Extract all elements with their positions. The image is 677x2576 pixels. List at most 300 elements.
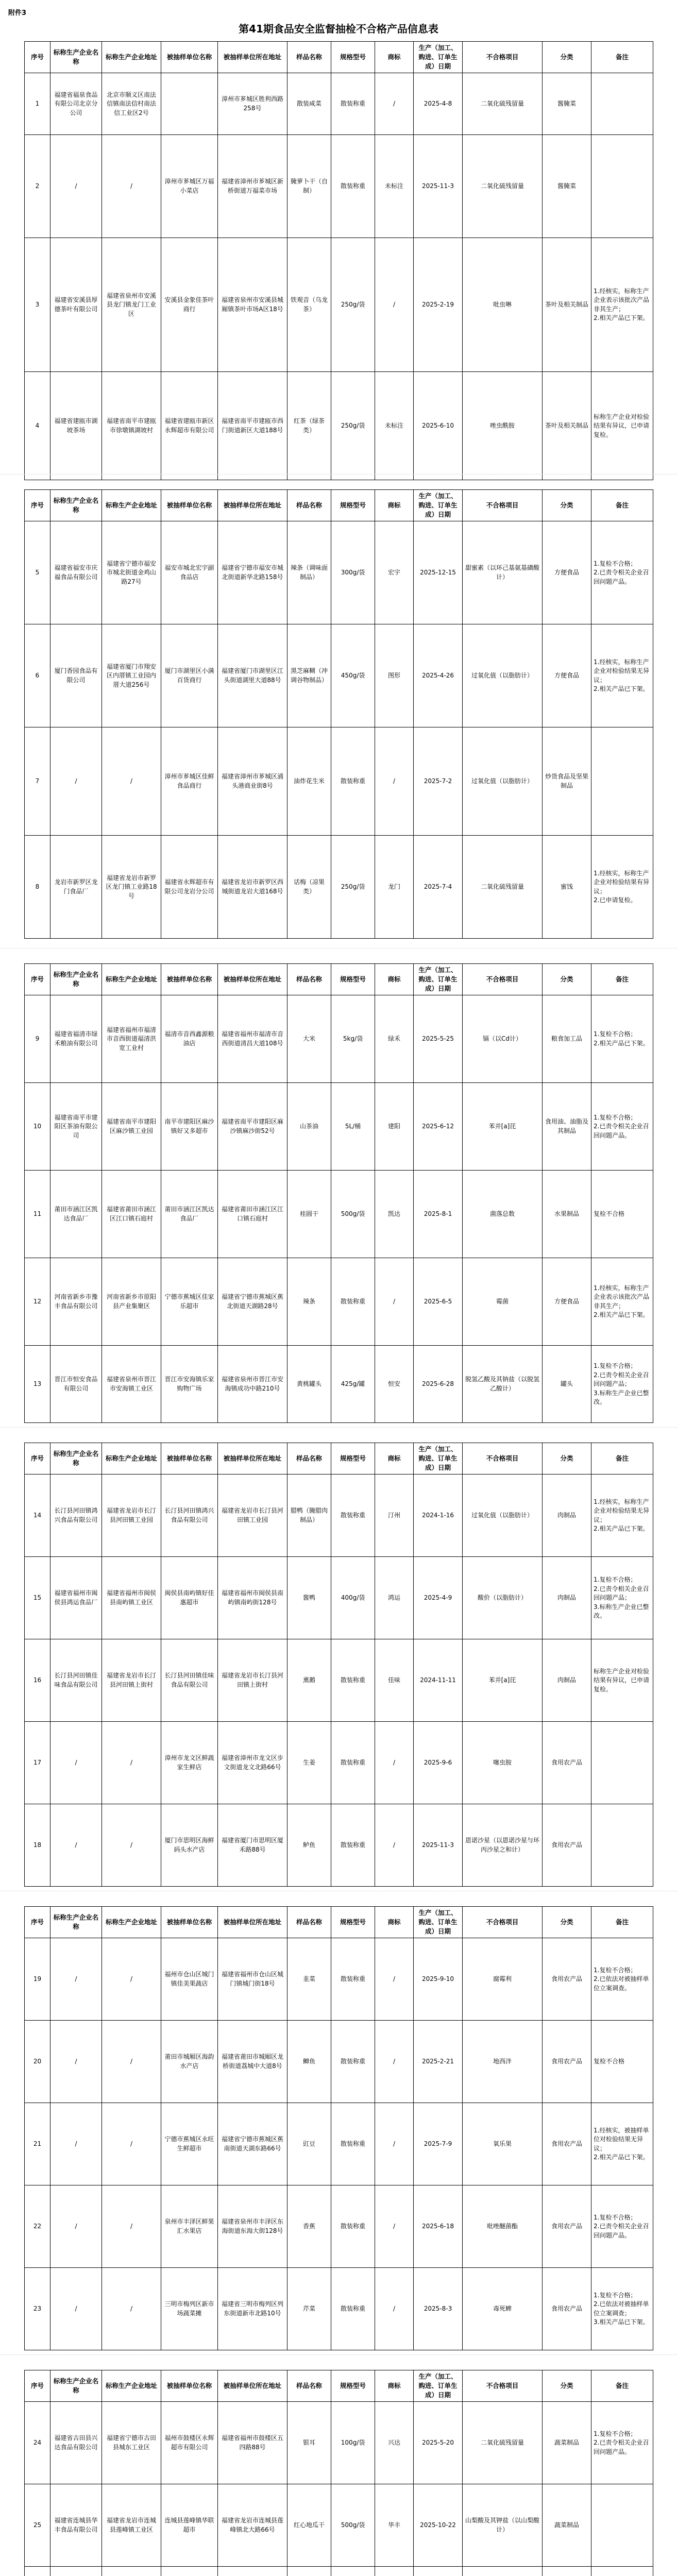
cell-name: 铁观音（乌龙茶） <box>287 238 331 372</box>
column-header: 不合格项目 <box>463 1907 543 1938</box>
cell-brand: 绿禾 <box>375 995 414 1083</box>
cell-unit-addr: 福建省莆田市涵江区江口镇石庭村 <box>218 1171 287 1258</box>
column-header: 序号 <box>25 964 50 995</box>
cell-date: 2025-6-5 <box>414 1258 463 1346</box>
cell-mfr: 福建省福州市闽侯县鸿运食品厂 <box>50 1557 102 1639</box>
cell-name: 散装咸菜 <box>287 73 331 135</box>
cell-cat: 茶叶及相关制品 <box>543 238 591 372</box>
cell-date: 2025-9-10 <box>414 1938 463 2021</box>
cell-mfr-addr: 福建省南平市建瓯市徐墩镇湖坡村 <box>102 372 161 480</box>
cell-item: 镉（以Cd计） <box>463 995 543 1083</box>
cell-item: 吡虫啉 <box>463 238 543 372</box>
column-header: 样品名称 <box>287 2370 331 2402</box>
cell-note <box>591 2484 653 2567</box>
cell-spec: 500g/袋 <box>331 1171 375 1258</box>
cell-name: 熏鹅 <box>287 1639 331 1722</box>
table-row <box>25 836 653 939</box>
column-header: 被抽样单位名称 <box>161 1443 218 1475</box>
column-header: 标称生产企业名称 <box>50 490 102 521</box>
cell-cat: 食用农产品 <box>543 1722 591 1804</box>
cell-note: 1.复检不合格； 2.已责令相关企业召回问题产品。 <box>591 1083 653 1171</box>
cell-date: 2025-2-19 <box>414 238 463 372</box>
cell-item: 甜蜜素（以环己基氨基磺酸计） <box>463 521 543 624</box>
cell-name: 银耳 <box>287 2402 331 2484</box>
cell-unit: 福安市城北宏宇副食品店 <box>161 521 218 624</box>
table-header-row <box>25 490 653 521</box>
cell-unit-addr: 福建省福州市福清市音西街道清昌大道108号 <box>218 995 287 1083</box>
cell-note <box>591 727 653 836</box>
column-header: 规格型号 <box>331 490 375 521</box>
cell-mfr-addr: 福建省福州市闽侯县南屿镇工业区 <box>102 1557 161 1639</box>
table-row <box>25 1171 653 1258</box>
cell-no: 3 <box>25 238 50 372</box>
column-header: 备注 <box>591 42 653 73</box>
column-header: 被抽样单位所在地址 <box>218 1907 287 1938</box>
cell-mfr-addr: / <box>102 2021 161 2103</box>
column-header: 商标 <box>375 42 414 73</box>
cell-mfr: 长汀县河田镇佳味食品有限公司 <box>50 1639 102 1722</box>
cell-mfr-addr: 福建省龙岩市新罗区龙门镇工业路18号 <box>102 836 161 939</box>
cell-unit: 晋江市安海镇乐家购物广场 <box>161 1346 218 1423</box>
cell-mfr-addr: / <box>102 2103 161 2185</box>
column-header: 不合格项目 <box>463 964 543 995</box>
cell-mfr-addr: 北京市顺义区南法信镇南法信村南法信工业区2号 <box>102 73 161 135</box>
cell-item: 菌落总数 <box>463 1171 543 1258</box>
cell-brand: / <box>375 2103 414 2185</box>
column-header: 标称生产企业名称 <box>50 2370 102 2402</box>
cell-mfr: / <box>50 135 102 238</box>
cell-date: 2025-6-10 <box>414 372 463 480</box>
nonconforming-products-table-page-2 <box>24 489 653 939</box>
cell-mfr-addr: 福建省南平市建阳区麻沙镇工业园 <box>102 1083 161 1171</box>
cell-unit-addr: 福建省福州市闽侯县南屿镇南屿街128号 <box>218 1557 287 1639</box>
cell-no: 14 <box>25 1475 50 1557</box>
cell-mfr-addr: 福建省福州市福清市音西街道福清洪宽工业村 <box>102 995 161 1083</box>
cell-unit: 长汀县河田镇佳味食品有限公司 <box>161 1639 218 1722</box>
cell-spec: 300g/袋 <box>331 521 375 624</box>
cell-note: 1.经核实，标称生产企业对检验结果无异议； 2.相关产品已下架。 <box>591 624 653 727</box>
cell-spec: 250g/袋 <box>331 372 375 480</box>
cell-note: 1.复检不合格； 2.相关产品已下架。 <box>591 995 653 1083</box>
cell-mfr-addr: / <box>102 2268 161 2350</box>
cell-unit: 三明市梅列区新市场蔬菜摊 <box>161 2268 218 2350</box>
cell-name <box>287 2567 331 2576</box>
cell-spec: 5L/桶 <box>331 1083 375 1171</box>
cell-cat: 食用农产品 <box>543 2268 591 2350</box>
cell-unit-addr: 福建省厦门市思明区厦禾路88号 <box>218 1804 287 1887</box>
cell-date: 2025-5-25 <box>414 995 463 1083</box>
cell-name: 豇豆 <box>287 2103 331 2185</box>
nonconforming-products-table-page-4 <box>24 1443 653 1887</box>
cell-note: 1.复检不合格； 2.已责令相关企业召回问题产品； 3.标称生产企业已整改。 <box>591 1557 653 1639</box>
cell-unit-addr: 福建省厦门市湖里区江头街道湖里大道88号 <box>218 624 287 727</box>
column-header: 标称生产企业地址 <box>102 490 161 521</box>
cell-mfr: / <box>50 2103 102 2185</box>
cell-unit: 厦门市思明区海鲜码头水产店 <box>161 1804 218 1887</box>
column-header: 分类 <box>543 1443 591 1475</box>
cell-no: 5 <box>25 521 50 624</box>
cell-unit-addr: 福建省龙岩市连城县莲峰镇北大路66号 <box>218 2484 287 2567</box>
cell-brand: / <box>375 2021 414 2103</box>
column-header: 被抽样单位名称 <box>161 964 218 995</box>
cell-unit: 厦门市湖里区小满百货商行 <box>161 624 218 727</box>
cell-date: 2025-7-2 <box>414 727 463 836</box>
table-header-row <box>25 964 653 995</box>
cell-mfr-addr: 河南省新乡市原阳县产业集聚区 <box>102 1258 161 1346</box>
cell-brand: 图形 <box>375 624 414 727</box>
cell-no: 21 <box>25 2103 50 2185</box>
cell-mfr: 莆田市涵江区凯达食品厂 <box>50 1171 102 1258</box>
cell-brand: / <box>375 238 414 372</box>
table-row <box>25 1804 653 1887</box>
cell-unit-addr: 福建省龙岩市长汀县河田镇上街村 <box>218 1639 287 1722</box>
column-header: 样品名称 <box>287 1907 331 1938</box>
column-header: 样品名称 <box>287 964 331 995</box>
cell-brand <box>375 2567 414 2576</box>
cell-unit-addr: 福建省莆田市城厢区龙桥街道荔城中大道8号 <box>218 2021 287 2103</box>
cell-cat: 茶叶及相关制品 <box>543 372 591 480</box>
page-break <box>0 948 677 949</box>
cell-unit: 连城县莲峰镇华联超市 <box>161 2484 218 2567</box>
cell-unit-addr: 福建省泉州市丰泽区东海街道东海大街128号 <box>218 2185 287 2268</box>
cell-unit-addr <box>218 2567 287 2576</box>
table-row <box>25 1938 653 2021</box>
cell-mfr: 福建省安溪县厚德茶叶有限公司 <box>50 238 102 372</box>
cell-spec: 散装称重 <box>331 1938 375 2021</box>
cell-item: 恩诺沙星（以恩诺沙星与环丙沙星之和计） <box>463 1804 543 1887</box>
column-header: 规格型号 <box>331 2370 375 2402</box>
cell-brand: 鸿运 <box>375 1557 414 1639</box>
column-header: 被抽样单位所在地址 <box>218 42 287 73</box>
cell-spec: 250g/袋 <box>331 238 375 372</box>
cell-brand: / <box>375 1938 414 2021</box>
cell-date: 2025-6-12 <box>414 1083 463 1171</box>
column-header: 备注 <box>591 1907 653 1938</box>
cell-unit <box>161 73 218 135</box>
cell-date: 2025-11-3 <box>414 135 463 238</box>
column-header: 样品名称 <box>287 490 331 521</box>
cell-name: 韭菜 <box>287 1938 331 2021</box>
cell-name: 红茶（绿茶类） <box>287 372 331 480</box>
cell-no: 23 <box>25 2268 50 2350</box>
cell-mfr-addr: 福建省泉州市晋江市安海镇工业区 <box>102 1346 161 1423</box>
table-row <box>25 995 653 1083</box>
cell-item: 霉菌 <box>463 1258 543 1346</box>
cell-name: 大米 <box>287 995 331 1083</box>
cell-spec: 100g/袋 <box>331 2402 375 2484</box>
cell-brand: 兴达 <box>375 2402 414 2484</box>
cell-cat: 食用农产品 <box>543 1938 591 2021</box>
cell-spec: 散装称重 <box>331 2268 375 2350</box>
cell-cat: 水果制品 <box>543 1171 591 1258</box>
cell-unit: 莆田市城厢区海韵水产店 <box>161 2021 218 2103</box>
cell-no: 2 <box>25 135 50 238</box>
cell-unit: 宁德市蕉城区佳家乐超市 <box>161 1258 218 1346</box>
cell-name: 鲈鱼 <box>287 1804 331 1887</box>
cell-unit: 福州市鼓楼区永辉超市有限公司 <box>161 2402 218 2484</box>
cell-mfr-addr: 福建省宁德市福安市城北街道金鸡山路27号 <box>102 521 161 624</box>
page-break <box>0 474 677 475</box>
table-row <box>25 2103 653 2185</box>
cell-mfr-addr: 福建省龙岩市长汀县河田镇上街村 <box>102 1639 161 1722</box>
cell-date: 2025-7-4 <box>414 836 463 939</box>
cell-cat: 食用农产品 <box>543 1804 591 1887</box>
column-header: 不合格项目 <box>463 2370 543 2402</box>
cell-item: 过氧化值（以脂肪计） <box>463 624 543 727</box>
column-header: 规格型号 <box>331 964 375 995</box>
column-header: 生产（加工、购进、订单生成）日期 <box>414 1907 463 1938</box>
cell-unit: 长汀县河田镇鸿兴食品有限公司 <box>161 1475 218 1557</box>
cell-name: 酱鸭 <box>287 1557 331 1639</box>
table-row <box>25 1346 653 1423</box>
column-header: 被抽样单位名称 <box>161 1907 218 1938</box>
cell-brand: / <box>375 727 414 836</box>
cell-note: 1.复检不合格； 2.已依法对被抽样单位立案调查； 3.相关产品已下架。 <box>591 2268 653 2350</box>
table-row <box>25 1475 653 1557</box>
cell-date: 2025-4-26 <box>414 624 463 727</box>
page-break <box>0 1891 677 1892</box>
cell-cat: 肉制品 <box>543 1639 591 1722</box>
cell-mfr-addr: 福建省莆田市涵江区江口镇石庭村 <box>102 1171 161 1258</box>
cell-unit: 南平市建阳区麻沙镇好又多超市 <box>161 1083 218 1171</box>
cell-unit-addr: 福建省漳州市龙文区步文街道龙文北路66号 <box>218 1722 287 1804</box>
cell-mfr: 福建省建瓯市湖坡茶场 <box>50 372 102 480</box>
cell-spec: 散装称重 <box>331 1722 375 1804</box>
cell-name: 黄桃罐头 <box>287 1346 331 1423</box>
column-header: 被抽样单位所在地址 <box>218 964 287 995</box>
cell-note: 标称生产企业对检验结果有异议，已申请复检。 <box>591 1639 653 1722</box>
cell-unit-addr: 福建省三明市梅列区列东街道新市北路10号 <box>218 2268 287 2350</box>
cell-cat: 食用农产品 <box>543 2103 591 2185</box>
cell-name: 腊鸭（腌腊肉制品） <box>287 1475 331 1557</box>
cell-cat <box>543 2567 591 2576</box>
page-break <box>0 1427 677 1428</box>
cell-note <box>591 2567 653 2576</box>
cell-mfr: 福建省古田县兴达食品有限公司 <box>50 2402 102 2484</box>
cell-unit: 漳州市芗城区万福小菜店 <box>161 135 218 238</box>
cell-brand: 佳味 <box>375 1639 414 1722</box>
cell-note: 复检不合格 <box>591 1171 653 1258</box>
cell-item: 二氧化硫残留量 <box>463 73 543 135</box>
cell-mfr: / <box>50 2021 102 2103</box>
cell-no: 16 <box>25 1639 50 1722</box>
cell-note: 1.复检不合格； 2.已依法对被抽样单位立案调查。 <box>591 1938 653 2021</box>
cell-spec: 散装称重 <box>331 73 375 135</box>
column-header: 标称生产企业地址 <box>102 964 161 995</box>
cell-mfr: 厦门香园食品有限公司 <box>50 624 102 727</box>
column-header: 不合格项目 <box>463 42 543 73</box>
cell-brand: 汀州 <box>375 1475 414 1557</box>
column-header: 样品名称 <box>287 42 331 73</box>
cell-mfr: 福建省连城县华丰食品有限公司 <box>50 2484 102 2567</box>
column-header: 规格型号 <box>331 1907 375 1938</box>
table-row <box>25 624 653 727</box>
column-header: 序号 <box>25 2370 50 2402</box>
table-row <box>25 1083 653 1171</box>
cell-unit-addr: 福建省龙岩市长汀县河田镇工业园 <box>218 1475 287 1557</box>
table-row <box>25 372 653 480</box>
cell-mfr: 福建省福泉食品有限公司北京分公司 <box>50 73 102 135</box>
column-header: 备注 <box>591 964 653 995</box>
table-row <box>25 1722 653 1804</box>
column-header: 分类 <box>543 964 591 995</box>
cell-item: 二氧化硫残留量 <box>463 836 543 939</box>
cell-date: 2025-8-1 <box>414 1171 463 1258</box>
cell-spec: 散装称重 <box>331 727 375 836</box>
cell-note: 1.复检不合格； 2.已责令相关企业召回问题产品。 <box>591 2402 653 2484</box>
cell-mfr-addr: 福建省龙岩市连城县莲峰镇工业区 <box>102 2484 161 2567</box>
table-row <box>25 238 653 372</box>
cell-note: 1.复检不合格； 2.已责令相关企业召回问题产品。 <box>591 2185 653 2268</box>
column-header: 标称生产企业名称 <box>50 964 102 995</box>
column-header: 备注 <box>591 1443 653 1475</box>
cell-unit-addr: 福建省泉州市安溪县城厢镇茶叶市场A区18号 <box>218 238 287 372</box>
table-row <box>25 2402 653 2484</box>
cell-note: 复检不合格 <box>591 2021 653 2103</box>
cell-cat: 粮食加工品 <box>543 995 591 1083</box>
cell-brand: / <box>375 1258 414 1346</box>
cell-spec: 散装称重 <box>331 2185 375 2268</box>
cell-name: 生姜 <box>287 1722 331 1804</box>
cell-date: 2025-8-3 <box>414 2268 463 2350</box>
cell-mfr: 福建省南平市建阳区茶油有限公司 <box>50 1083 102 1171</box>
cell-item: 二氧化硫残留量 <box>463 2402 543 2484</box>
cell-unit-addr: 漳州市芗城区胜利西路258号 <box>218 73 287 135</box>
cell-no: 7 <box>25 727 50 836</box>
column-header: 标称生产企业名称 <box>50 1443 102 1475</box>
cell-brand: 宏宇 <box>375 521 414 624</box>
cell-mfr: / <box>50 2268 102 2350</box>
cell-mfr: 河南省新乡市豫丰食品有限公司 <box>50 1258 102 1346</box>
cell-brand: 龙门 <box>375 836 414 939</box>
cell-note: 1.经核实，标称生产企业对检验结果无异议； 2.相关产品已下架。 <box>591 1475 653 1557</box>
cell-spec: 散装称重 <box>331 1639 375 1722</box>
cell-item: 腐霉利 <box>463 1938 543 2021</box>
cell-mfr-addr: / <box>102 1722 161 1804</box>
cell-date: 2025-4-8 <box>414 73 463 135</box>
cell-spec: 425g/罐 <box>331 1346 375 1423</box>
column-header: 生产（加工、购进、订单生成）日期 <box>414 42 463 73</box>
cell-cat: 炒货食品及坚果制品 <box>543 727 591 836</box>
cell-cat: 方便食品 <box>543 1258 591 1346</box>
cell-item: 唑虫酰胺 <box>463 372 543 480</box>
cell-cat: 蔬菜制品 <box>543 2484 591 2567</box>
cell-no: 10 <box>25 1083 50 1171</box>
cell-item: 山梨酸及其钾盐（以山梨酸计） <box>463 2484 543 2567</box>
table-row <box>25 1557 653 1639</box>
cell-unit: 漳州市芗城区佳鲜食品商行 <box>161 727 218 836</box>
cell-brand: 凯达 <box>375 1171 414 1258</box>
cell-mfr: 龙岩市新罗区龙门食品厂 <box>50 836 102 939</box>
nonconforming-products-table-page-3 <box>24 963 653 1423</box>
cell-unit: 漳州市龙文区鲜蔬家生鲜店 <box>161 1722 218 1804</box>
cell-mfr: / <box>50 727 102 836</box>
column-header: 商标 <box>375 1443 414 1475</box>
cell-cat: 酱腌菜 <box>543 135 591 238</box>
cell-spec: 散装称重 <box>331 2021 375 2103</box>
cell-no: 22 <box>25 2185 50 2268</box>
cell-spec: 散装称重 <box>331 135 375 238</box>
cell-unit-addr: 福建省泉州市晋江市安海镇成功中路210号 <box>218 1346 287 1423</box>
cell-no: 15 <box>25 1557 50 1639</box>
cell-name: 辣条 <box>287 1258 331 1346</box>
table-row <box>25 2268 653 2350</box>
cell-unit <box>161 2567 218 2576</box>
cell-note <box>591 1804 653 1887</box>
cell-spec: 散装称重 <box>331 1804 375 1887</box>
cell-mfr-addr: 福建省龙岩市长汀县河田镇工业园 <box>102 1475 161 1557</box>
column-header: 不合格项目 <box>463 1443 543 1475</box>
annex-label: 附件3 <box>8 9 27 17</box>
cell-note <box>591 1722 653 1804</box>
cell-unit: 福建省建瓯市新区永辉超市有限公司 <box>161 372 218 480</box>
column-header: 备注 <box>591 490 653 521</box>
column-header: 序号 <box>25 1443 50 1475</box>
cell-unit: 福清市音西鑫源粮油店 <box>161 995 218 1083</box>
cell-date: 2025-4-9 <box>414 1557 463 1639</box>
cell-mfr-addr: / <box>102 1804 161 1887</box>
cell-no: 19 <box>25 1938 50 2021</box>
cell-no: 24 <box>25 2402 50 2484</box>
cell-item: 氧乐果 <box>463 2103 543 2185</box>
cell-no: 20 <box>25 2021 50 2103</box>
cell-cat: 肉制品 <box>543 1475 591 1557</box>
cell-cat: 方便食品 <box>543 521 591 624</box>
cell-unit-addr: 福建省漳州市芗城区新桥街道万福菜市场 <box>218 135 287 238</box>
cell-brand: / <box>375 1722 414 1804</box>
cell-cat: 食用油、油脂及其制品 <box>543 1083 591 1171</box>
cell-spec: 450g/袋 <box>331 624 375 727</box>
cell-unit-addr: 福建省宁德市福安市城北街道新华北路158号 <box>218 521 287 624</box>
cell-no: 13 <box>25 1346 50 1423</box>
cell-item: 苯并[a]芘 <box>463 1083 543 1171</box>
cell-item: 吡唑醚菌酯 <box>463 2185 543 2268</box>
cell-spec: 500g/袋 <box>331 2484 375 2567</box>
cell-item: 酸价（以脂肪计） <box>463 1557 543 1639</box>
cell-date: 2025-10-22 <box>414 2484 463 2567</box>
cell-unit-addr: 福建省漳州市芗城区浦头港商业街8号 <box>218 727 287 836</box>
cell-item: 苯并[a]芘 <box>463 1639 543 1722</box>
cell-no: 18 <box>25 1804 50 1887</box>
cell-item: 过氧化值（以脂肪计） <box>463 727 543 836</box>
cell-spec: 250g/袋 <box>331 836 375 939</box>
column-header: 被抽样单位所在地址 <box>218 490 287 521</box>
cell-item: 二氧化硫残留量 <box>463 135 543 238</box>
column-header: 规格型号 <box>331 1443 375 1475</box>
table-row <box>25 521 653 624</box>
cell-date: 2025-6-28 <box>414 1346 463 1423</box>
cell-name: 香蕉 <box>287 2185 331 2268</box>
table-header-row <box>25 2370 653 2402</box>
cell-mfr: 福建省福安市庆福食品有限公司 <box>50 521 102 624</box>
table-header-row <box>25 1443 653 1475</box>
cell-note: 标称生产企业对检验结果有异议，已申请复检。 <box>591 372 653 480</box>
cell-date <box>414 2567 463 2576</box>
cell-date: 2024-1-16 <box>414 1475 463 1557</box>
cell-date: 2025-11-3 <box>414 1804 463 1887</box>
cell-item: 噻虫胺 <box>463 1722 543 1804</box>
column-header: 标称生产企业地址 <box>102 2370 161 2402</box>
cell-name: 辣条（调味面制品） <box>287 521 331 624</box>
column-header: 生产（加工、购进、订单生成）日期 <box>414 2370 463 2402</box>
cell-name: 腌萝卜干（自制） <box>287 135 331 238</box>
column-header: 标称生产企业地址 <box>102 1443 161 1475</box>
cell-unit-addr: 福建省福州市仓山区城门镇城门街18号 <box>218 1938 287 2021</box>
cell-date: 2025-7-9 <box>414 2103 463 2185</box>
cell-mfr: / <box>50 2185 102 2268</box>
column-header: 分类 <box>543 42 591 73</box>
cell-brand: / <box>375 2268 414 2350</box>
